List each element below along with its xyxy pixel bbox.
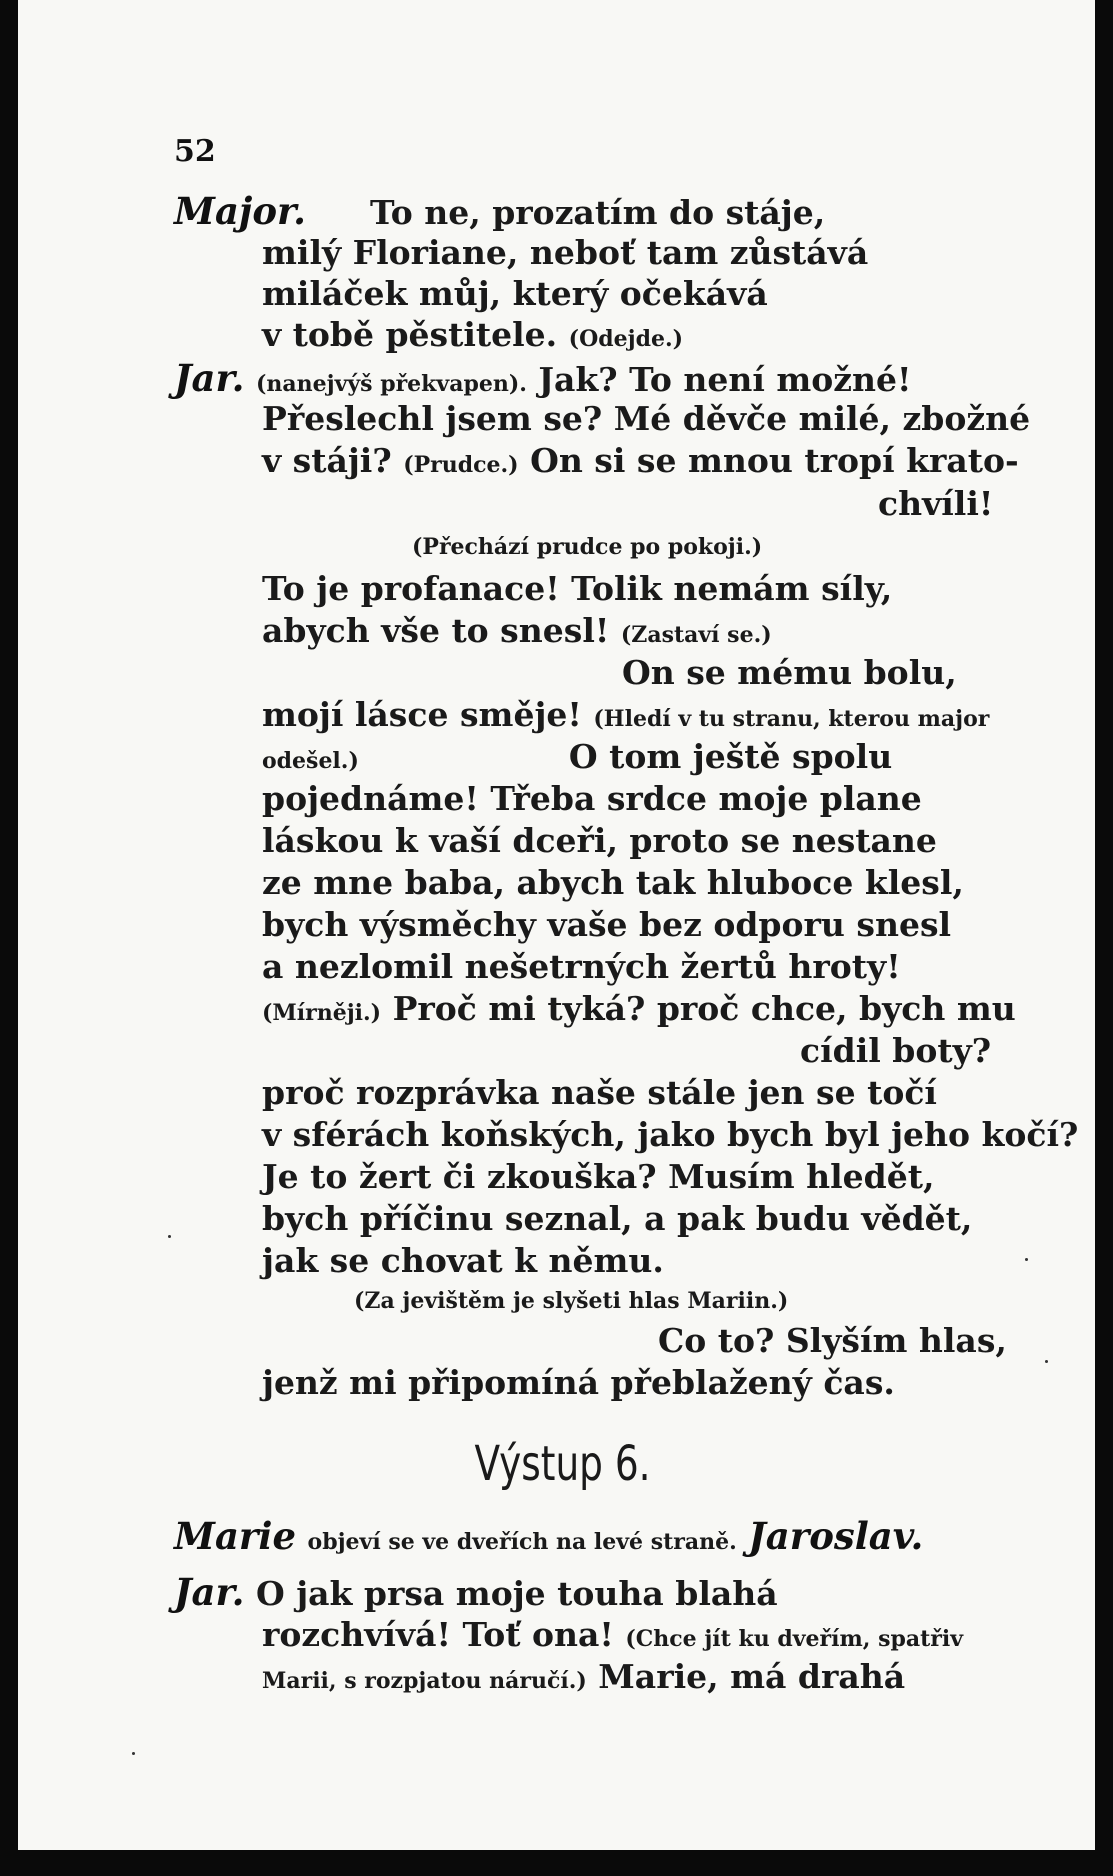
- verse-text: Jak? To není možné!: [538, 360, 912, 399]
- stage-direction: (Hledí v tu stranu, kterou major: [593, 706, 990, 732]
- text-line: [262, 947, 901, 986]
- verse-text: abych vše to snesl!: [262, 611, 610, 650]
- stage-direction: (Za jevištěm je slyšeti hlas Mariin.): [354, 1288, 789, 1314]
- verse-text: a nezlomil nešetrných žertů hroty!: [262, 947, 901, 986]
- stage-direction: (Mírněji.): [262, 1000, 382, 1026]
- text-line: [262, 1241, 664, 1280]
- stage-direction: Marii, s rozpjatou náručí.): [262, 1668, 587, 1694]
- text-line: [800, 1031, 992, 1070]
- text-line: [174, 356, 912, 400]
- verse-text: v tobě pěstitele.: [262, 315, 558, 354]
- text-line: [262, 315, 684, 354]
- stage-direction: (Zastaví se.): [620, 622, 772, 648]
- verse-text: chvíli!: [878, 484, 994, 523]
- speaker-name: Jar.: [174, 1570, 245, 1614]
- verse-text: láskou k vaší dceři, proto se nestane: [262, 821, 937, 860]
- verse-text: mojí lásce směje!: [262, 695, 582, 734]
- verse-text: jenž mi připomíná přeblažený čas.: [262, 1363, 895, 1402]
- text-line: [262, 1115, 1079, 1154]
- text-line: [174, 1570, 778, 1614]
- verse-text: v sférách koňských, jako bych byl jeho kočí?: [262, 1115, 1079, 1154]
- text-line: [262, 989, 1016, 1028]
- stage-direction: (Prudce.): [403, 452, 519, 478]
- speaker-name: Jar.: [174, 356, 245, 400]
- text-line: [262, 441, 1019, 480]
- speck: [1025, 1258, 1028, 1261]
- verse-text: miláček můj, který očekává: [262, 274, 768, 313]
- verse-text: To je profanace! Tolik nemám síly,: [262, 569, 893, 608]
- text-line: [262, 569, 893, 608]
- text-line: [262, 695, 990, 734]
- verse-text: cídil boty?: [800, 1031, 992, 1070]
- verse-text: bych příčinu seznal, a pak budu vědět,: [262, 1199, 973, 1238]
- stage-direction: odešel.): [262, 748, 359, 774]
- verse-text: ze mne baba, abych tak hluboce klesl,: [262, 863, 964, 902]
- verse-text: Proč mi tyká? proč chce, bych mu: [392, 989, 1016, 1028]
- verse-text: To ne, prozatím do stáje,: [369, 193, 826, 232]
- verse-text: pojednáme! Třeba srdce moje plane: [262, 779, 922, 818]
- text-line: [262, 737, 893, 776]
- verse-text: proč rozprávka naše stále jen se točí: [262, 1073, 937, 1112]
- text-line: [262, 611, 772, 650]
- stage-direction: (Chce jít ku dveřím, spatřiv: [625, 1626, 963, 1652]
- text-line: [262, 905, 952, 944]
- text-line: [262, 274, 768, 313]
- verse-text: milý Floriane, neboť tam zůstává: [262, 233, 869, 272]
- verse-text: v stáji?: [262, 441, 392, 480]
- text-line: [622, 653, 957, 692]
- speaker-name: Jaroslav.: [748, 1514, 924, 1558]
- text-line: [262, 863, 964, 902]
- text-line: [262, 1363, 895, 1402]
- scan-border-bottom: [0, 1850, 1113, 1876]
- text-line: [354, 1290, 788, 1312]
- scene-heading: Výstup 6.: [474, 1436, 651, 1492]
- text-line: [262, 399, 1031, 438]
- speck: [132, 1752, 135, 1755]
- speaker-name: Marie: [174, 1514, 297, 1558]
- verse-text: bych výsměchy vaše bez odporu snesl: [262, 905, 952, 944]
- text-line: [658, 1321, 1007, 1360]
- stage-direction: (Přechází prudce po pokoji.): [412, 534, 763, 560]
- speaker-name: Major.: [174, 189, 306, 233]
- verse-text: Je to žert či zkouška? Musím hledět,: [262, 1157, 935, 1196]
- text-line: [262, 1157, 935, 1196]
- text-line: [174, 189, 826, 233]
- verse-text: Co to? Slyším hlas,: [658, 1321, 1007, 1360]
- text-line: [412, 536, 762, 558]
- verse-text: O jak prsa moje touha blahá: [255, 1574, 778, 1613]
- speck: [168, 1235, 171, 1238]
- text-line: [262, 821, 937, 860]
- verse-text: On si se mnou tropí krato-: [530, 441, 1019, 480]
- text-line: [262, 1073, 937, 1112]
- text-line: [262, 233, 869, 272]
- verse-text: rozchvívá! Toť ona!: [262, 1615, 614, 1654]
- stage-direction: (Odejde.): [568, 326, 684, 352]
- text-line: [878, 484, 994, 523]
- verse-text: Přeslechl jsem se? Mé děvče milé, zbožné: [262, 399, 1031, 438]
- verse-text: jak se chovat k němu.: [262, 1241, 664, 1280]
- stage-direction: (nanejvýš překvapen).: [255, 371, 527, 397]
- verse-text: Marie, má drahá: [598, 1657, 906, 1696]
- text-line: [262, 1657, 906, 1696]
- verse-text: O tom ještě spolu: [568, 737, 893, 776]
- verse-text: On se mému bolu,: [622, 653, 957, 692]
- scene-cast-line: [174, 1514, 924, 1558]
- text-line: [262, 779, 922, 818]
- stage-direction: objeví se ve dveřích na levé straně.: [307, 1529, 737, 1555]
- speck: [1045, 1360, 1048, 1363]
- text-line: [262, 1615, 963, 1654]
- page-number: 52: [174, 134, 216, 169]
- text-line: [262, 1199, 973, 1238]
